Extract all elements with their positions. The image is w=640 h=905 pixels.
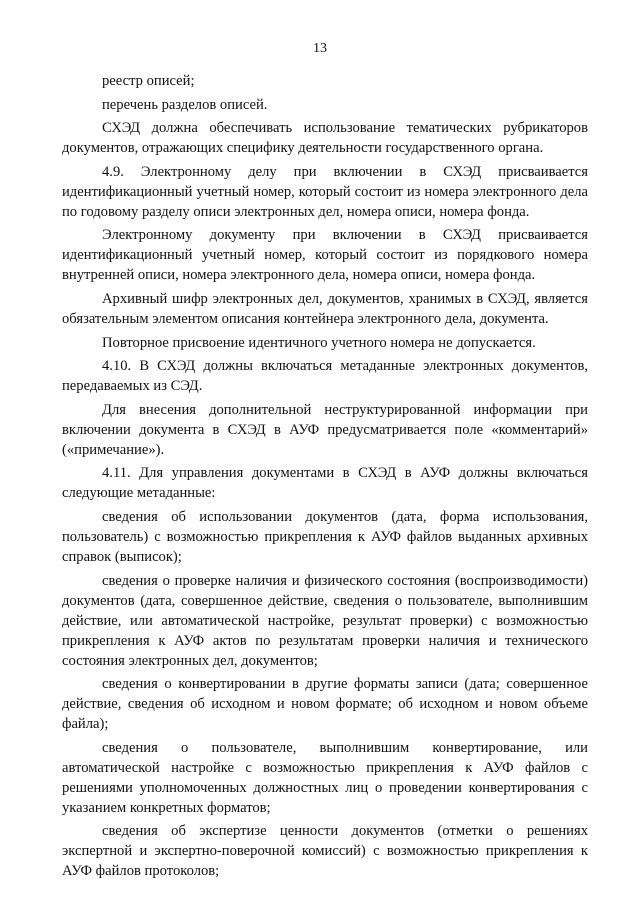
page-number: 13 — [313, 41, 327, 56]
paragraph-registry-of-inventories: реестр описей; — [102, 73, 195, 89]
paragraph-electronic-document-number: Электронному документу при включении в СХЭД присваивается идентификационный учетный номер, который состоит из порядкового номера внутренней описи, номера электронного дела, номера описи, номера фонда. — [62, 227, 588, 284]
paragraph-availability-check: сведения о проверке наличия и физического состояния (воспроизводимости) документов (дата, совершенное действие, сведения о пользователе, выполнившим действие, или автоматической настройке, результат проверки) с возможностью прикрепления к АУФ актов по результатам проверки наличия и технического состояния электронных дел, документов; — [62, 572, 588, 669]
paragraph-4-9: 4.9. Электронному делу при включении в СХЭД присваивается идентификационный учетный номер, который состоит из номера электронного дела по годовому разделу описи электронных дел, номера описи, номера фонда. — [62, 163, 588, 220]
paragraph-value-expertise: сведения об экспертизе ценности документов (отметки о решениях экспертной и экспертно-поверочной комиссий) с возможностью прикрепления к АУФ файлов протоколов; — [62, 823, 588, 880]
paragraph-4-10: 4.10. В СХЭД должны включаться метаданные электронных документов, передаваемых из СЭД. — [62, 358, 588, 395]
paragraph-thematic-rubricators: СХЭД должна обеспечивать использование тематических рубрикаторов документов, отражающих специфику деятельности государственного органа. — [62, 120, 588, 157]
paragraph-list-of-sections: перечень разделов описей. — [102, 96, 268, 113]
paragraph-archive-code: Архивный шифр электронных дел, документов, хранимых в СХЭД, является обязательным элементом описания контейнера электронного дела, документа. — [62, 290, 588, 327]
paragraph-4-11: 4.11. Для управления документами в СХЭД в АУФ должны включаться следующие метаданные: — [62, 465, 588, 502]
document-body — [62, 71, 588, 885]
paragraph-comment-field: Для внесения дополнительной неструктурированной информации при включении документа в СХЭД в АУФ предусматривается поле «комментарий» («примечание»). — [62, 401, 588, 458]
paragraph-no-duplicate-number: Повторное присвоение идентичного учетного номера не допускается. — [102, 334, 536, 351]
paragraph-usage-info: сведения об использовании документов (дата, форма использования, пользователь) с возможностью прикрепления к АУФ файлов выданных архивных справок (выписок); — [62, 508, 588, 565]
paragraph-converting-user: сведения о пользователе, выполнившим конвертирование, или автоматической настройке с возможностью прикрепления к АУФ файлов с решениями уполномоченных должностных лиц о проведении конвертирования с указанием конкретных форматов; — [62, 739, 588, 816]
paragraph-conversion-info: сведения о конвертировании в другие форматы записи (дата; совершенное действие, сведения об исходном и новом формате; об исходном и новом объеме файла); — [62, 676, 588, 733]
